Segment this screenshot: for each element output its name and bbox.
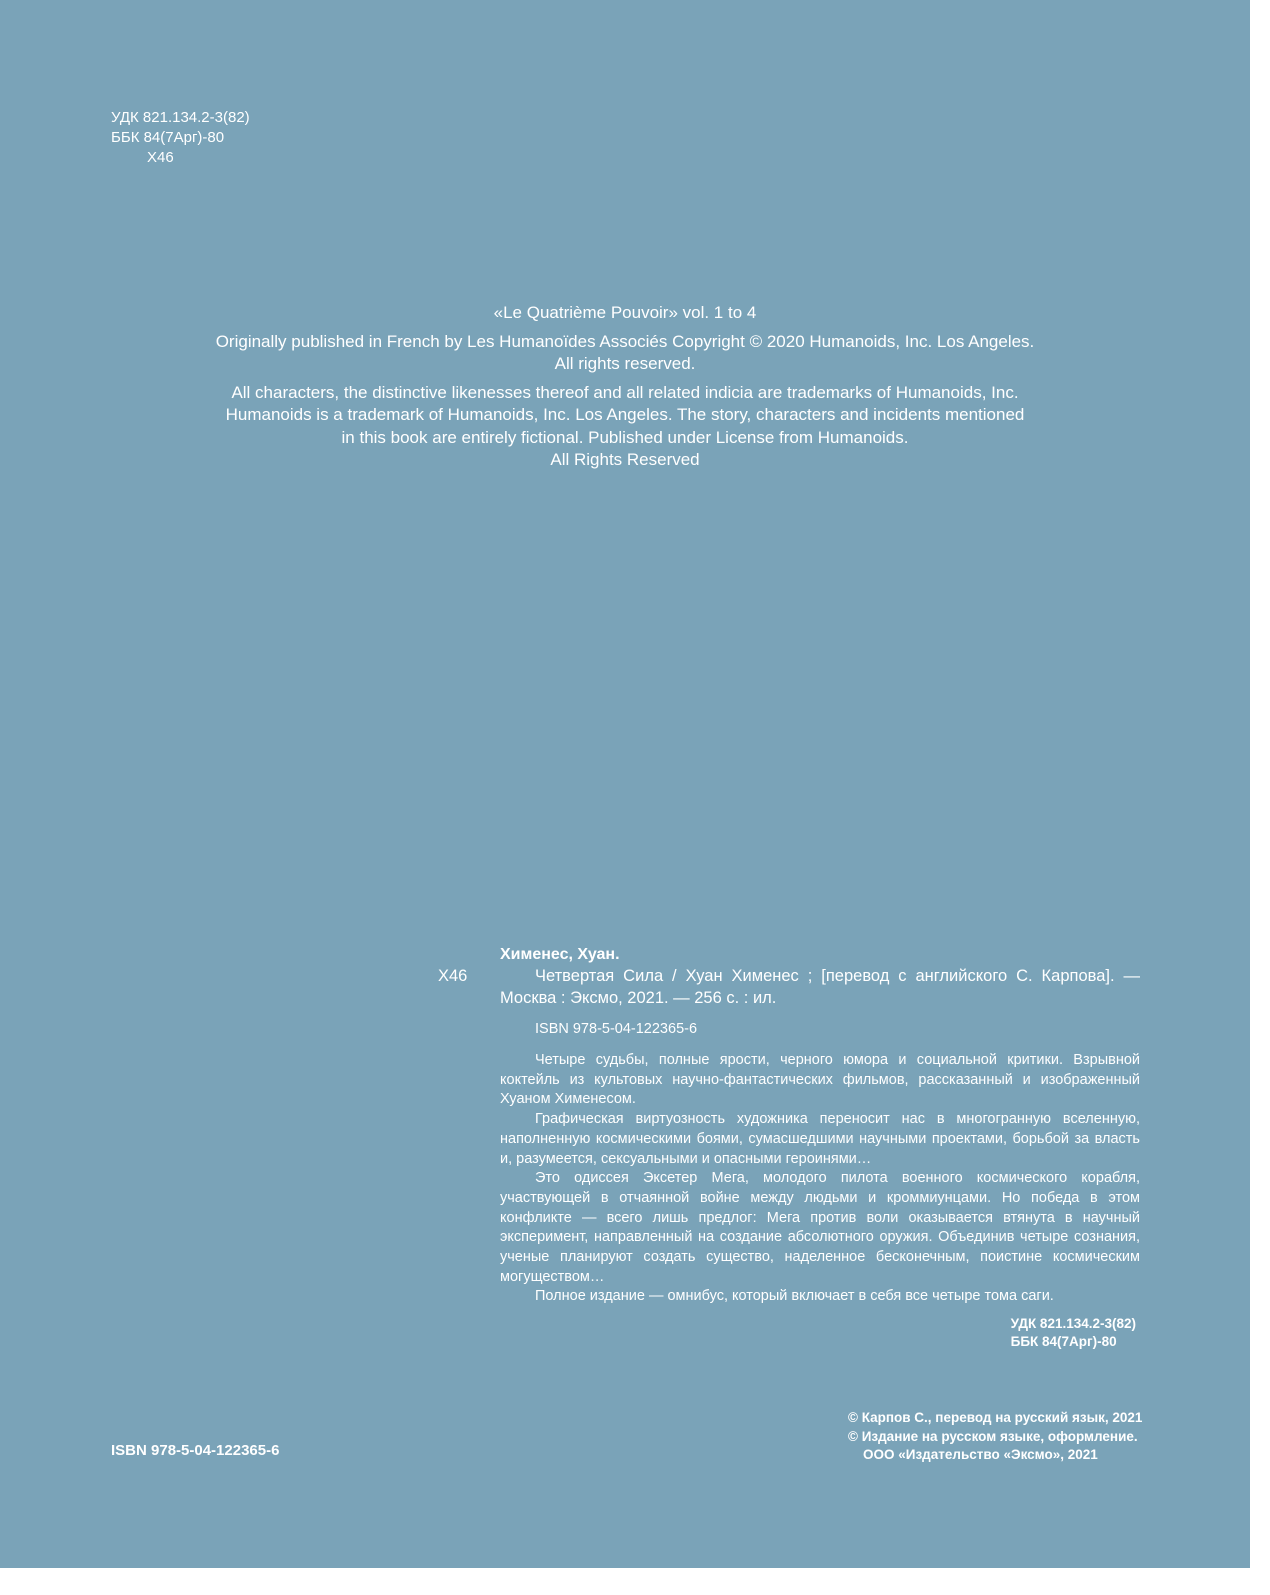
card-bbk: ББК 84(7Арг)-80: [1010, 1334, 1117, 1350]
trademark-line-2: Humanoids is a trademark of Humanoids, Inc. Los Angeles. The story, characters and incidents mentioned: [225, 405, 1025, 424]
annotation-paragraph: Это одиссея Эксетер Мега, молодого пилота военного космического корабля, участвующей в отчаянной войне между людьми и кроммиунцами. Но победа в этом конфликте — всего лишь предлог: Мега против воли оказывается втянута в научный эксперимент, направленный на создание абсолютного оружия. Объединив четыре сознания, ученые планируют создать существо, наделенное бесконечным, поистине космическим могуществом…: [500, 1170, 1140, 1285]
published-line-1: Originally published in French by Les Humanoïdes Associés Copyright © 2020 Humanoids, Inc. Los Angeles.: [215, 331, 1035, 351]
card-bibliographic-record: Четвертая Сила / Хуан Хименес ; [перевод с английского С. Карпова]. — Москва : Эксмо, 2021. — 256 с. : ил.: [500, 967, 1140, 1007]
annotation-paragraph: Четыре судьбы, полные ярости, черного юмора и социальной критики. Взрывной коктейль из культовых научно-фантастических фильмов, рассказанный и изображенный Хуаном Хименесом.: [500, 1052, 1140, 1108]
bbk-code: ББК 84(7Арг)-80: [111, 129, 225, 146]
annotation-paragraph: Графическая виртуозность художника переносит нас в многогранную вселенную, наполненную космическими боями, сумасшедшими научными проектами, борьбой за власть и, разумеется, сексуальными и опасными героинями…: [500, 1111, 1140, 1167]
copyright-line-2: © Издание на русском языке, оформление.: [848, 1428, 1138, 1444]
trademark-line-3: in this book are entirely fictional. Published under License from Humanoids.: [341, 427, 909, 447]
published-line-2: All rights reserved.: [554, 354, 696, 373]
author-mark: Х46: [147, 149, 174, 166]
trademark-line-1: All characters, the distinctive likenesses thereof and all related indicia are trademarks of Humanoids, Inc.: [231, 382, 1019, 402]
card-isbn: ISBN 978-5-04-122365-6: [535, 1021, 698, 1037]
copyright-line-3: ООО «Издательство «Эксмо», 2021: [863, 1447, 1098, 1462]
copyright-notice: [848, 1409, 1142, 1465]
original-title: «Le Quatrième Pouvoir» vol. 1 to 4: [493, 303, 757, 322]
scan-edge-right: [1250, 0, 1270, 1595]
card-annotation: [500, 1051, 1140, 1307]
scan-edge-bottom: [0, 1568, 1270, 1595]
trademark-line-4: All Rights Reserved: [550, 450, 700, 469]
isbn-number: ISBN 978-5-04-122365-6: [111, 1442, 280, 1459]
annotation-paragraph: Полное издание — омнибус, который включает в себя все четыре тома саги.: [535, 1288, 1054, 1305]
bibliographic-card: [438, 944, 1140, 1351]
copyright-line-1: © Карпов С., перевод на русский язык, 2021: [848, 1410, 1143, 1425]
card-author-mark: Х46: [438, 967, 468, 985]
card-classification-codes: [500, 1315, 1140, 1351]
card-author: Хименес, Хуан.: [500, 946, 620, 963]
udk-code: УДК 821.134.2-3(82): [111, 109, 250, 126]
classification-codes: [111, 108, 250, 168]
original-publication-notice: [200, 302, 1050, 472]
card-udk: УДК 821.134.2-3(82): [1010, 1316, 1136, 1332]
